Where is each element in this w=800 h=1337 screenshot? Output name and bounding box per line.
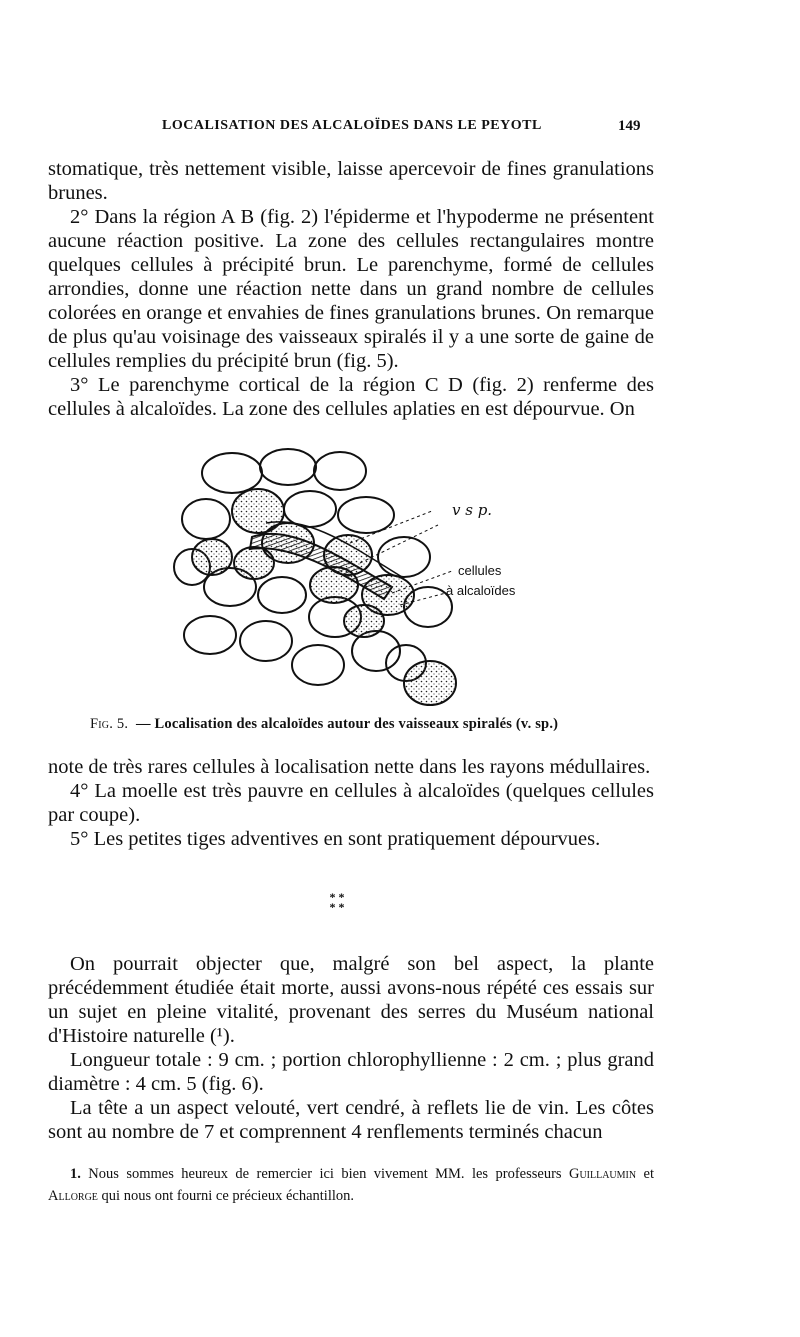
author-name: Allorge xyxy=(48,1188,98,1204)
paragraph: La tête a un aspect velouté, vert cendré, à reflets lie de vin. Les côtes sont au nombre de 7 et comprennent 4 renflements terminés chacun xyxy=(48,1097,654,1143)
footnote-number: 1. xyxy=(70,1166,81,1182)
caption-text: — Localisation des alcaloïdes autour des vaisseaux spiralés (v. sp.) xyxy=(135,716,559,732)
asterism-line: * * xyxy=(329,900,345,914)
footnote-text: Nous sommes heureux de remercier ici bien vivement MM. les professeurs xyxy=(88,1166,562,1182)
cell-diagram xyxy=(170,445,550,710)
label-alkaloids: à alcaloïdes xyxy=(446,583,516,598)
paragraph: 5° Les petites tiges adventives en sont pratiquement dépourvues. xyxy=(70,828,601,850)
page-number: 149 xyxy=(618,118,641,134)
text-block-bottom xyxy=(48,952,654,1144)
figure-caption xyxy=(90,716,670,733)
author-name: Guillaumin xyxy=(568,1166,637,1182)
figure-5-illustration xyxy=(170,445,550,710)
label-cells: cellules xyxy=(458,563,502,578)
label-vsp: v s p. xyxy=(452,501,493,519)
paragraph: 3° Le parenchyme cortical de la région C D (fig. 2) renferme des cellules à alcaloïdes. La zone des cellules aplaties en est dépourvue. On xyxy=(48,374,654,420)
footnote-conj: et xyxy=(643,1166,654,1182)
paragraph: note de très rares cellules à localisation nette dans les rayons médullaires. xyxy=(48,756,651,778)
paragraph: stomatique, très nettement visible, laisse apercevoir de fines granulations brunes. xyxy=(48,158,654,204)
footnote-text-end: qui nous ont fourni ce précieux échantillon. xyxy=(101,1188,355,1204)
paragraph: 2° Dans la région A B (fig. 2) l'épiderme et l'hypoderme ne présentent aucune réaction positive. La zone des cellules rectangulaires montre quelques cellules à précipité brun. Le parenchyme, formé de cellules arrondies, donne une réaction nette dans un grand nombre de cellules colorées en orange et envahies de fines granulations brunes. On remarque de plus qu'au voisinage des vaisseaux spiralés il y a une sorte de gaine de cellules remplies du précipité brun (fig. 5). xyxy=(48,206,654,372)
text-block-top xyxy=(48,157,654,421)
running-title: LOCALISATION DES ALCALOÏDES DANS LE PEYOTL xyxy=(162,118,542,133)
footnote xyxy=(48,1163,654,1207)
section-asterism xyxy=(322,892,352,912)
alkaloid-cells xyxy=(192,489,456,705)
text-block-middle xyxy=(48,755,654,851)
caption-label: Fig. 5. xyxy=(90,716,129,732)
paragraph: 4° La moelle est très pauvre en cellules à alcaloïdes (quelques cellules par coupe). xyxy=(48,780,654,826)
asterism-line: * * xyxy=(329,890,345,904)
paragraph: On pourrait objecter que, malgré son bel aspect, la plante précédemment étudiée était morte, aussi avons-nous répété ces essais sur un sujet en pleine vitalité, provenant des serres du Muséum national d'Histoire naturelle (¹). xyxy=(48,953,654,1047)
paragraph: Longueur totale : 9 cm. ; portion chlorophyllienne : 2 cm. ; plus grand diamètre : 4 cm. 5 (fig. 6). xyxy=(48,1049,654,1095)
